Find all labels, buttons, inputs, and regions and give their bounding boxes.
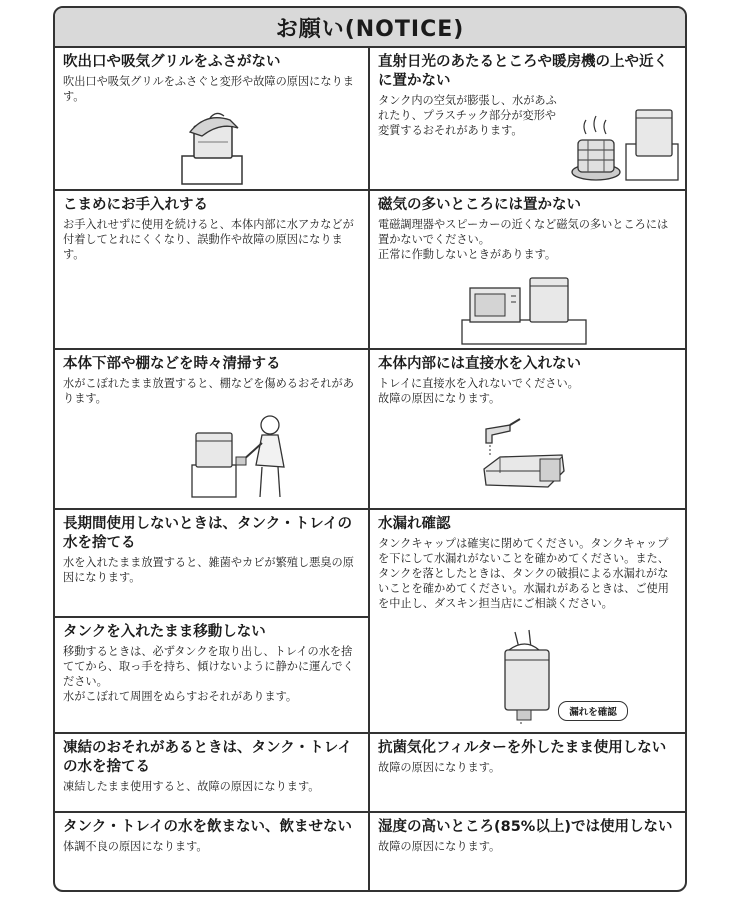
notice-text: 故障の原因になります。 (378, 840, 501, 853)
notice-text: 凍結したまま使用すると、故障の原因になります。 (63, 780, 320, 793)
notice-panel (53, 6, 687, 892)
notice-heading: タンクを入れたまま移動しない (63, 624, 266, 640)
notice-heading: 直射日光のあたるところや暖房機の上や近くに置かない (378, 54, 668, 89)
leak-check-callout (558, 701, 628, 721)
notice-item (370, 813, 685, 890)
notice-heading: 本体内部には直接水を入れない (378, 356, 581, 372)
notice-text: 体調不良の原因になります。 (63, 840, 208, 853)
notice-item (55, 618, 368, 732)
notice-text: 水がこぼれたまま放置すると、棚などを傷めるおそれがあります。 (63, 377, 354, 405)
notice-heading: 長期間使用しないときは、タンク・トレイの水を捨てる (63, 516, 352, 551)
notice-text: トレイに直接水を入れないでください。 故障の原因になります。 (378, 377, 579, 405)
notice-text: タンク内の空気が膨張し、水があふれたり、プラスチック部分が変形や変質するおそれがあります。 (378, 94, 557, 137)
notice-item (55, 813, 368, 890)
notice-text: お手入れせずに使用を続けると、本体内部に水アカなどが付着してとれにくくなり、誤動作や故障の原因になります。 (63, 218, 354, 261)
notice-heading: 湿度の高いところ(85%以上)では使用しない (378, 819, 673, 835)
notice-heading: 凍結のおそれがあるときは、タンク・トレイの水を捨てる (63, 740, 352, 775)
faucet-over-tray-icon (480, 413, 570, 491)
notice-item (55, 510, 368, 616)
notice-heading: 抗菌気化フィルターを外したまま使用しない (378, 740, 667, 756)
notice-text: 水を入れたまま放置すると、雑菌やカビが繁殖し悪臭の原因になります。 (63, 556, 354, 584)
person-cleaning-shelf-icon (190, 413, 300, 499)
leak-check-callout-label: 漏れを確認 (569, 707, 617, 718)
notice-item (55, 191, 368, 348)
notice-text: 電磁調理器やスピーカーの近くなど磁気の多いところには置かないでください。 正常に作動しないときがあります。 (378, 218, 669, 261)
notice-heading: 吹出口や吸気グリルをふさがない (63, 54, 281, 70)
notice-heading: タンク・トレイの水を飲まない、飲ませない (63, 819, 352, 835)
notice-heading: 水漏れ確認 (378, 516, 451, 532)
notice-heading: 磁気の多いところには置かない (378, 197, 581, 213)
notice-text: タンクキャップは確実に閉めてください。タンクキャップを下にして水漏れがないことを確かめてください。また、タンクを落としたときは、タンクの破損による水漏れがないことを確かめてください。水漏れがあるときは、ご使用を中止し、ダスキン担当店にご相談ください。 (378, 537, 669, 610)
notice-text: 故障の原因になります。 (378, 761, 501, 774)
notice-item (370, 734, 685, 811)
notice-heading: こまめにお手入れする (63, 197, 208, 213)
notice-heading: 本体下部や棚などを時々清掃する (63, 356, 281, 372)
notice-item (55, 734, 368, 811)
covered-humidifier-icon (180, 108, 250, 186)
notice-text: 吹出口や吸気グリルをふさぐと変形や故障の原因になります。 (63, 75, 354, 103)
notice-title: お願い(NOTICE) (55, 8, 685, 48)
heater-near-humidifier-icon (568, 104, 682, 186)
notice-text: 移動するときは、必ずタンクを取り出し、トレイの水を捨ててから、取っ手を持ち、傾けないように静かに運んでください。 水がこぼれて周囲をぬらすおそれがあります。 (63, 645, 354, 703)
microwave-near-humidifier-icon (460, 270, 590, 346)
